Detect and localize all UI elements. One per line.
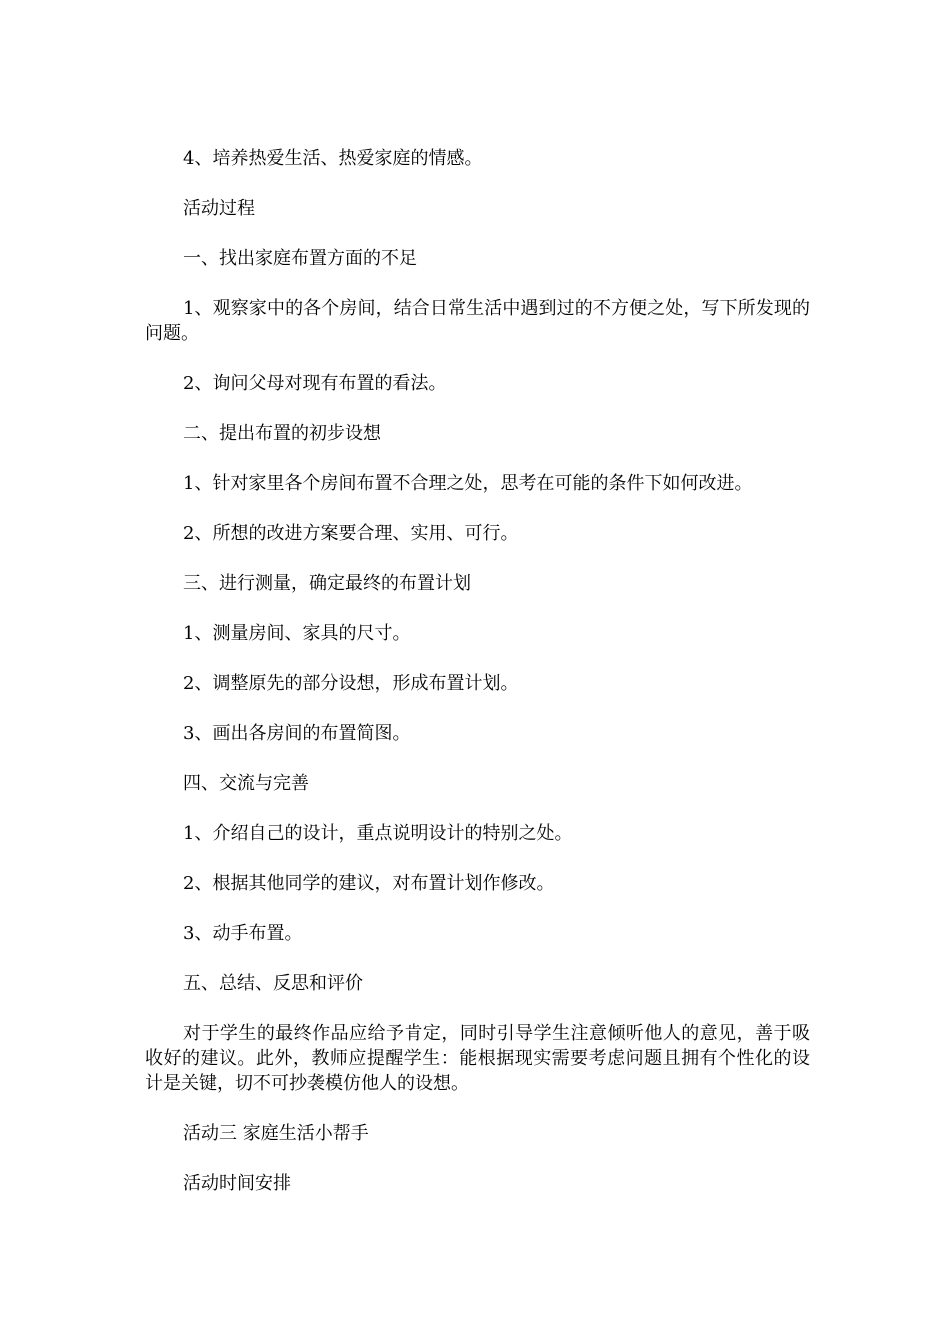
activity-schedule-heading: 活动时间安排 (183, 1173, 291, 1194)
step-1-item-2: 2、询问父母对现有布置的看法。 (183, 373, 447, 394)
step-1-item-1: 1、观察家中的各个房间，结合日常生活中遇到过的不方便之处，写下所发现的问题。 (145, 298, 810, 344)
section-heading-activity-process: 活动过程 (183, 198, 255, 219)
step-2-item-1: 1、针对家里各个房间布置不合理之处，思考在可能的条件下如何改进。 (183, 473, 753, 494)
step-4-item-1: 1、介绍自己的设计，重点说明设计的特别之处。 (183, 823, 573, 844)
step-heading-1: 一、找出家庭布置方面的不足 (183, 248, 417, 269)
step-5-body: 对于学生的最终作品应给予肯定，同时引导学生注意倾听他人的意见，善于吸收好的建议。此外，教师应提醒学生：能根据现实需要考虑问题且拥有个性化的设计是关键，切不可抄袭模仿他人的设想。 (145, 1023, 810, 1094)
goal-item-4: 4、培养热爱生活、热爱家庭的情感。 (183, 148, 483, 169)
step-heading-4: 四、交流与完善 (183, 773, 309, 794)
step-3-item-1: 1、测量房间、家具的尺寸。 (183, 623, 411, 644)
step-3-item-2: 2、调整原先的部分设想，形成布置计划。 (183, 673, 519, 694)
document-body (145, 146, 810, 1221)
step-3-item-3: 3、画出各房间的布置简图。 (183, 723, 411, 744)
step-heading-2: 二、提出布置的初步设想 (183, 423, 381, 444)
step-2-item-2: 2、所想的改进方案要合理、实用、可行。 (183, 523, 519, 544)
step-4-item-2: 2、根据其他同学的建议，对布置计划作修改。 (183, 873, 555, 894)
step-heading-3: 三、进行测量，确定最终的布置计划 (183, 573, 471, 594)
activity-3-title: 活动三 家庭生活小帮手 (183, 1123, 369, 1144)
step-4-item-3: 3、动手布置。 (183, 923, 303, 944)
step-heading-5: 五、总结、反思和评价 (183, 973, 363, 994)
